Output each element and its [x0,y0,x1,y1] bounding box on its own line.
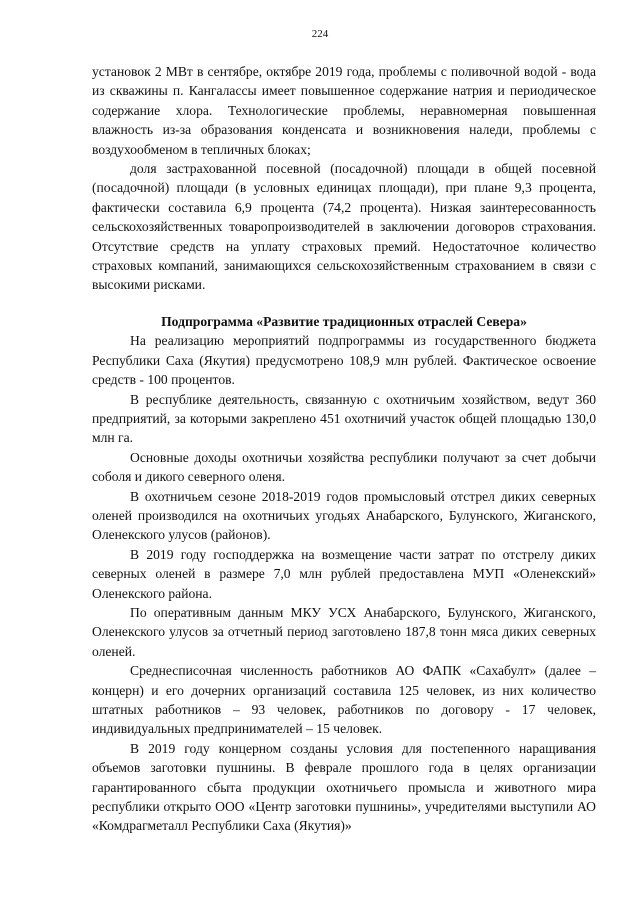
paragraph: доля застрахованной посевной (посадочной) площади в общей посевной (посадочной) площади (в условных единицах площади), при плане 9,3 процента, фактически составила 6,9 процента (74,2 процента). Низкая заинтересованность сельскохозяйственных товаропроизводителей в заключении договоров страхования. Отсутствие средств на уплату страховых премий. Недостаточное количество страховых компаний, занимающихся сельскохозяйственным страхованием в связи с высокими рисками. [92,161,596,293]
page-content [92,62,596,836]
paragraph: По оперативным данным МКУ УСХ Анабарского, Булунского, Жиганского, Оленекского улусов за отчетный период заготовлено 187,8 тонн мяса диких северных оленей. [92,604,596,659]
paragraph: На реализацию мероприятий подпрограммы из государственного бюджета Республики Саха (Якутия) предусмотрено 108,9 млн рублей. Фактическое освоение средств - 100 процентов. [92,333,596,388]
paragraph: Среднесписочная численность работников АО ФАПК «Сахабулт» (далее – концерн) и его дочерних организаций составила 125 человек, из них количество штатных работников – 93 человек, работников по договору - 17 человек, индивидуальных предпринимателей – 15 человек. [92,663,596,737]
paragraph: В 2019 году концерном созданы условия для постепенного наращивания объемов заготовки пушнины. В феврале прошлого года в целях организации гарантированного сбыта продукции охотничьего промысла и животного мира республики открыто ООО «Центр заготовки пушнины», учредителями выступили АО «Комдрагметалл Республики Саха (Якутия)» [92,740,596,834]
paragraph: установок 2 МВт в сентябре, октябре 2019 года, проблемы с поливочной водой - вода из скважины п. Кангалассы имеет повышенное содержание натрия и периодическое содержание хлора. Технологические проблемы, неравномерная повышенная влажность из-за образования конденсата и возникновения наледи, проблемы с воздухообменом в тепличных блоках; [92,64,596,157]
page-number: 224 [311,28,329,40]
paragraph: Основные доходы охотничьи хозяйства республики получают за счет добычи соболя и дикого северного оленя. [92,449,596,485]
paragraph: В республике деятельность, связанную с охотничьим хозяйством, ведут 360 предприятий, за которыми закреплено 451 охотничий участок общей площадью 130,0 млн га. [92,391,596,446]
paragraph: В 2019 году господдержка на возмещение части затрат по отстрелу диких северных оленей в размере 7,0 млн рублей предоставлена МУП «Оленекский» Оленекского района. [92,546,596,601]
section-heading: Подпрограмма «Развитие традиционных отраслей Севера» [161,313,527,329]
paragraph: В охотничьем сезоне 2018-2019 годов промысловый отстрел диких северных оленей производился на охотничьих угодьях Анабарского, Булунского, Жиганского, Оленекского улусов (районов). [92,488,596,543]
